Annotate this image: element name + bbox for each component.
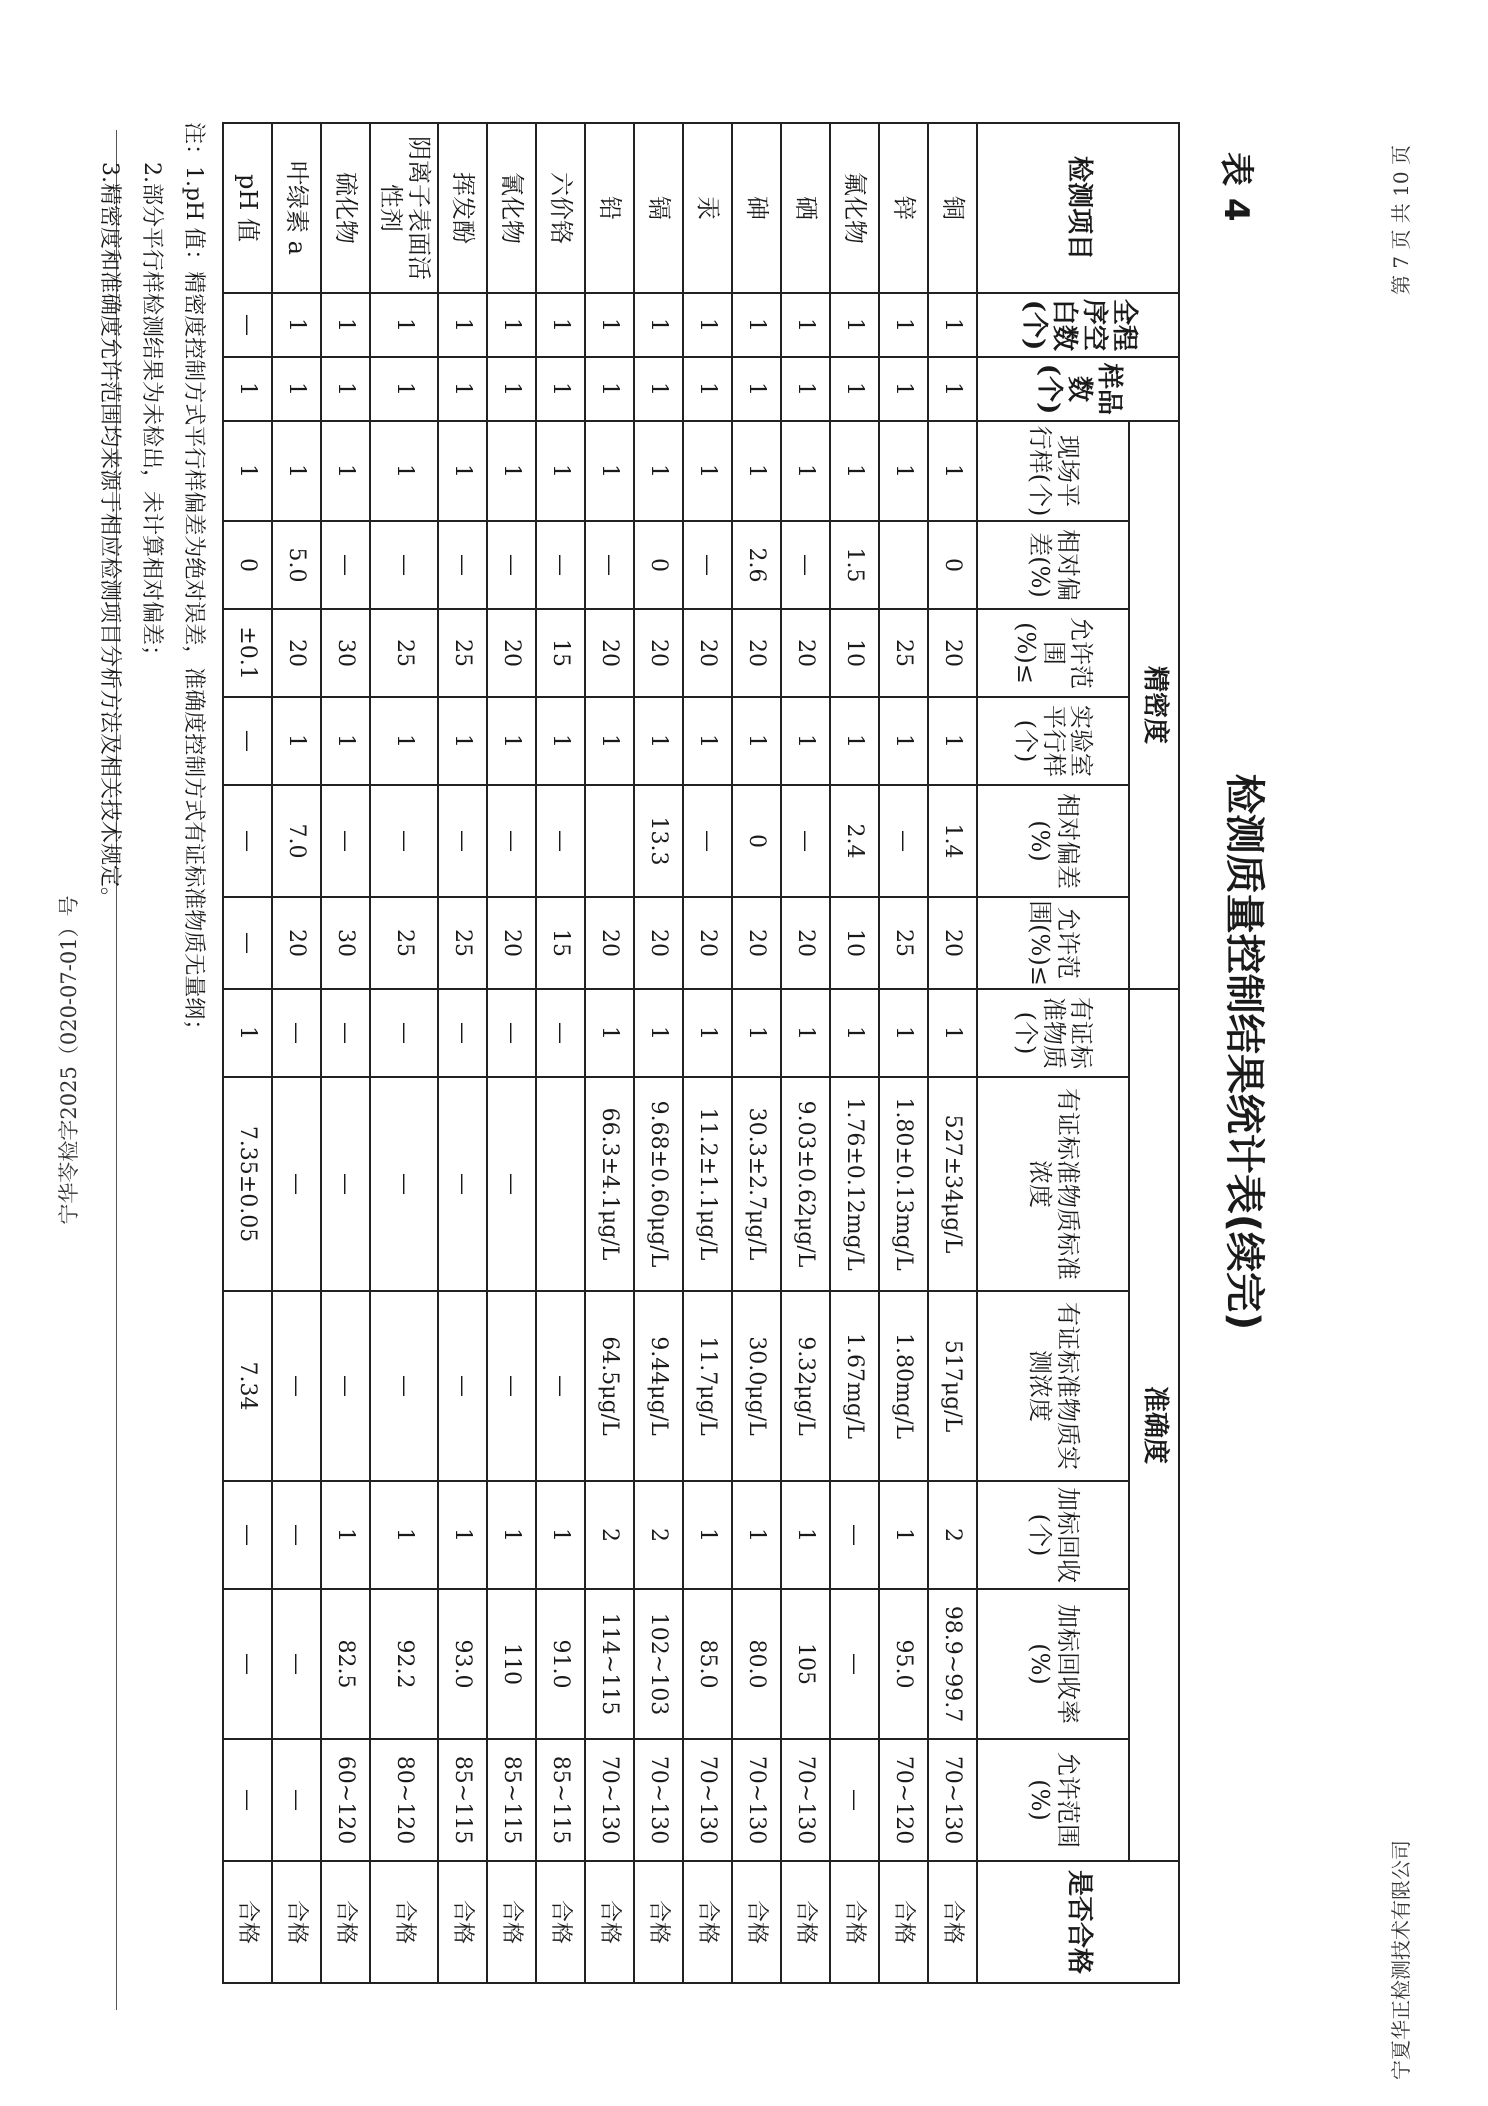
table-row (223, 123, 272, 1983)
table-cell: — (438, 521, 487, 609)
col-field-rel-dev: 相对偏差(%) (977, 521, 1129, 609)
table-cell: 1 (536, 293, 585, 357)
table-cell: 1 (370, 357, 438, 421)
table-cell: 25 (370, 897, 438, 989)
table-cell: 合格 (272, 1861, 321, 1983)
table-cell: 合格 (536, 1861, 585, 1983)
table-cell: 20 (272, 609, 321, 697)
table-cell: 10 (830, 897, 879, 989)
table-cell: 70~120 (879, 1739, 928, 1861)
table-cell: 1 (928, 293, 977, 357)
table-cell: — (272, 1589, 321, 1739)
table-cell: 20 (683, 897, 732, 989)
table-cell: 1 (781, 293, 830, 357)
table-cell: 1 (781, 357, 830, 421)
table-cell: 1 (683, 697, 732, 785)
table-cell: 64.5μg/L (585, 1291, 634, 1481)
table-row (536, 123, 585, 1983)
table-cell: 1 (370, 697, 438, 785)
table-cell (879, 521, 928, 609)
table-cell: 1 (487, 697, 536, 785)
table-cell: 1 (223, 989, 272, 1077)
table-cell: — (370, 989, 438, 1077)
table-cell: 1 (928, 357, 977, 421)
table-cell: 20 (732, 897, 781, 989)
table-cell: 1 (585, 293, 634, 357)
row-item-name: 砷 (732, 123, 781, 293)
table-cell: 15 (536, 609, 585, 697)
row-item-name: 硒 (781, 123, 830, 293)
table-cell: 85.0 (683, 1589, 732, 1739)
table-cell: 1 (585, 421, 634, 521)
table-cell: 1 (321, 421, 370, 521)
table-cell: 0 (223, 521, 272, 609)
table-cell: 9.68±0.60μg/L (634, 1077, 683, 1291)
table-cell: 15 (536, 897, 585, 989)
table-cell: 2.4 (830, 785, 879, 897)
table-cell: — (487, 785, 536, 897)
page-number: 第 7 页 共 10 页 (1389, 145, 1413, 295)
table-cell: 80.0 (732, 1589, 781, 1739)
table-cell: — (487, 1291, 536, 1481)
table-cell: 1 (272, 697, 321, 785)
table-cell: 1 (634, 989, 683, 1077)
table-cell: 1 (321, 357, 370, 421)
row-item-name: 铜 (928, 123, 977, 293)
table-cell: 1 (585, 697, 634, 785)
table-cell: 60~120 (321, 1739, 370, 1861)
table-cell: 合格 (438, 1861, 487, 1983)
table-cell: 1 (585, 989, 634, 1077)
notes (88, 122, 214, 1992)
table-cell: 70~130 (928, 1739, 977, 1861)
table-cell: 1 (928, 697, 977, 785)
rotated-table-block (97, 112, 1300, 1992)
table-cell: 1.67mg/L (830, 1291, 879, 1481)
table-cell: — (370, 785, 438, 897)
table-cell: 1 (634, 421, 683, 521)
table-cell: — (272, 989, 321, 1077)
table-cell: 82.5 (321, 1589, 370, 1739)
table-cell: 20 (732, 609, 781, 697)
table-cell: 合格 (634, 1861, 683, 1983)
table-cell: 20 (928, 609, 977, 697)
table-cell: 1 (438, 1481, 487, 1589)
table-cell: 1 (634, 697, 683, 785)
table-cell: 1 (732, 989, 781, 1077)
table-cell: 110 (487, 1589, 536, 1739)
table-cell: — (370, 1077, 438, 1291)
table-cell: 合格 (683, 1861, 732, 1983)
table-number: 表 4 (1216, 152, 1256, 222)
table-cell: — (370, 521, 438, 609)
table-cell: 1 (732, 357, 781, 421)
table-cell: 1 (438, 293, 487, 357)
table-cell: — (223, 1739, 272, 1861)
table-cell: — (781, 521, 830, 609)
table-cell: — (585, 521, 634, 609)
row-item-name: 叶绿素 a (272, 123, 321, 293)
table-cell: 20 (634, 609, 683, 697)
table-cell: 1 (683, 1481, 732, 1589)
table-cell: 5.0 (272, 521, 321, 609)
col-qualified: 是否合格 (977, 1861, 1179, 1983)
table-cell: 80~120 (370, 1739, 438, 1861)
table-cell: 合格 (879, 1861, 928, 1983)
table-cell: — (438, 785, 487, 897)
table-cell: 25 (438, 609, 487, 697)
table-cell: 0 (928, 521, 977, 609)
table-cell: — (272, 1291, 321, 1481)
table-cell: 1 (683, 989, 732, 1077)
table-cell: 70~130 (585, 1739, 634, 1861)
table-cell: — (321, 1077, 370, 1291)
table-row (830, 123, 879, 1983)
table-row (732, 123, 781, 1983)
note-2: 2.部分平行样检测结果为未检出，未计算相对偏差； (139, 162, 164, 667)
table-cell: 1 (370, 421, 438, 521)
table-cell: 1 (830, 357, 879, 421)
table-cell: 20 (272, 897, 321, 989)
table-cell: 1 (732, 421, 781, 521)
table-row (438, 123, 487, 1983)
col-crm-measured: 有证标准物质实测浓度 (977, 1291, 1129, 1481)
table-cell: 30 (321, 609, 370, 697)
table-cell: 1 (585, 357, 634, 421)
table-cell: 1 (879, 293, 928, 357)
table-cell: 1 (781, 1481, 830, 1589)
col-field-parallel: 现场平行样(个) (977, 421, 1129, 521)
table-cell: 1 (536, 357, 585, 421)
row-item-name: 硫化物 (321, 123, 370, 293)
table-cell: 1 (223, 357, 272, 421)
table-cell: 11.7μg/L (683, 1291, 732, 1481)
table-cell: — (321, 521, 370, 609)
table-cell: — (487, 989, 536, 1077)
row-item-name: 锌 (879, 123, 928, 293)
table-cell (536, 1077, 585, 1291)
table-cell: 2 (585, 1481, 634, 1589)
row-item-name: 镉 (634, 123, 683, 293)
table-cell: 1 (487, 421, 536, 521)
table-row (585, 123, 634, 1983)
table-cell: 1.80mg/L (879, 1291, 928, 1481)
table-cell: 1 (830, 293, 879, 357)
table-cell: 1 (634, 357, 683, 421)
table-cell: 1 (321, 697, 370, 785)
row-item-name: 氰化物 (487, 123, 536, 293)
table-cell: 70~130 (732, 1739, 781, 1861)
table-cell: 1 (830, 989, 879, 1077)
table-cell: 25 (438, 897, 487, 989)
table-row (879, 123, 928, 1983)
table-cell: 合格 (928, 1861, 977, 1983)
table-cell: 105 (781, 1589, 830, 1739)
table-cell: 20 (585, 897, 634, 989)
table-cell: 20 (683, 609, 732, 697)
table-cell: 1 (487, 1481, 536, 1589)
table-cell: 1 (781, 421, 830, 521)
table-cell: 9.32μg/L (781, 1291, 830, 1481)
table-cell: — (321, 989, 370, 1077)
table-cell: 1 (536, 421, 585, 521)
table-cell: — (223, 1589, 272, 1739)
row-item-name: 阴离子表面活性剂 (370, 123, 438, 293)
table-cell: 25 (879, 609, 928, 697)
table-cell: 70~130 (683, 1739, 732, 1861)
table-cell: 20 (928, 897, 977, 989)
table-cell: 20 (781, 897, 830, 989)
col-field-allow: 允许范围(%)≤ (977, 609, 1129, 697)
table-cell: 25 (370, 609, 438, 697)
col-sample-count: 样品数(个) (977, 357, 1179, 421)
table-cell: — (223, 697, 272, 785)
table-cell: 95.0 (879, 1589, 928, 1739)
table-row (370, 123, 438, 1983)
table-cell: — (683, 521, 732, 609)
table-cell: 30.0μg/L (732, 1291, 781, 1481)
table-cell: 1 (928, 989, 977, 1077)
table-cell: 1 (781, 989, 830, 1077)
table-cell: 20 (487, 897, 536, 989)
table-row (634, 123, 683, 1983)
table-cell: 102~103 (634, 1589, 683, 1739)
note-3: 3.精密度和准确度允许范围均来源于相应检测项目分析方法及相关技术规定。 (97, 162, 122, 909)
table-cell: — (781, 785, 830, 897)
row-item-name: 挥发酚 (438, 123, 487, 293)
row-item-name: 汞 (683, 123, 732, 293)
table-cell: 527±34μg/L (928, 1077, 977, 1291)
table-cell: 1 (879, 1481, 928, 1589)
table-cell: 1 (223, 421, 272, 521)
table-cell: 91.0 (536, 1589, 585, 1739)
table-cell: ±0.1 (223, 609, 272, 697)
table-cell: 合格 (585, 1861, 634, 1983)
table-cell: 1 (683, 421, 732, 521)
table-cell: 1 (830, 421, 879, 521)
table-cell: 2.6 (732, 521, 781, 609)
table-cell: — (272, 1077, 321, 1291)
table-cell: 1 (634, 293, 683, 357)
table-cell: 92.2 (370, 1589, 438, 1739)
table-cell: 1.5 (830, 521, 879, 609)
table-cell: 7.34 (223, 1291, 272, 1481)
table-cell: 11.2±1.1μg/L (683, 1077, 732, 1291)
table-cell: 20 (585, 609, 634, 697)
table-cell (585, 785, 634, 897)
table-cell: 1 (830, 697, 879, 785)
table-cell: 20 (781, 609, 830, 697)
table-cell: 1 (321, 293, 370, 357)
table-cell: — (683, 785, 732, 897)
table-cell: 114~115 (585, 1589, 634, 1739)
table-cell: — (223, 1481, 272, 1589)
table-cell: 1 (487, 357, 536, 421)
table-cell: 1 (321, 1481, 370, 1589)
table-cell: 1 (272, 293, 321, 357)
table-cell: 98.9~99.7 (928, 1589, 977, 1739)
table-cell: 2 (634, 1481, 683, 1589)
table-cell: 25 (879, 897, 928, 989)
table-cell: 1 (272, 421, 321, 521)
table-cell: — (536, 785, 585, 897)
col-lab-allow: 允许范围(%)≤ (977, 897, 1129, 989)
table-row (683, 123, 732, 1983)
table-row (321, 123, 370, 1983)
table-cell: 1 (732, 1481, 781, 1589)
table-body (223, 123, 977, 1983)
col-blank: 全程序空白数(个) (977, 293, 1179, 357)
table-row (487, 123, 536, 1983)
table-cell: 1 (438, 697, 487, 785)
table-cell: 13.3 (634, 785, 683, 897)
table-cell: — (879, 785, 928, 897)
table-cell: — (536, 521, 585, 609)
table-cell: — (223, 293, 272, 357)
table-cell: — (830, 1589, 879, 1739)
table-row (272, 123, 321, 1983)
table-cell: 合格 (223, 1861, 272, 1983)
table-cell: 7.0 (272, 785, 321, 897)
table-cell: 1 (732, 293, 781, 357)
table-cell: 30 (321, 897, 370, 989)
table-row (928, 123, 977, 1983)
group-accuracy: 准确度 (1129, 989, 1179, 1861)
note-1: 注：1.pH 值：精密度控制方式平行样偏差为绝对误差，准确度控制方式有证标准物质无量纲； (181, 122, 206, 1042)
table-cell: — (438, 1077, 487, 1291)
table-cell: 合格 (781, 1861, 830, 1983)
table-cell: 合格 (370, 1861, 438, 1983)
table-cell: 1 (536, 697, 585, 785)
table-cell: 10 (830, 609, 879, 697)
col-spike-recovery: 加标回收率(%) (977, 1589, 1129, 1739)
document-number: 宁华苓检字2025（020-07-01）号 (57, 895, 81, 1225)
table-cell: 0 (732, 785, 781, 897)
table-row (781, 123, 830, 1983)
col-spike-allow: 允许范围(%) (977, 1739, 1129, 1861)
table-cell: — (536, 989, 585, 1077)
table-title: 检测质量控制结果统计表(续完) (1221, 773, 1267, 1331)
table-cell: 1 (928, 421, 977, 521)
table-cell: 1 (438, 421, 487, 521)
row-item-name: 氟化物 (830, 123, 879, 293)
table-cell: — (830, 1739, 879, 1861)
col-crm-standard: 有证标准物质标准浓度 (977, 1077, 1129, 1291)
table-cell: 9.44μg/L (634, 1291, 683, 1481)
table-cell: 517μg/L (928, 1291, 977, 1481)
table-cell: 30.3±2.7μg/L (732, 1077, 781, 1291)
table-cell: — (487, 1077, 536, 1291)
row-item-name: pH 值 (223, 123, 272, 293)
table-cell: 1 (370, 1481, 438, 1589)
table-cell: — (272, 1739, 321, 1861)
table-cell: — (438, 1291, 487, 1481)
table-cell: 合格 (321, 1861, 370, 1983)
col-lab-rel-dev: 相对偏差(%) (977, 785, 1129, 897)
table-cell: 合格 (830, 1861, 879, 1983)
table-cell: 1 (370, 293, 438, 357)
col-spike-count: 加标回收(个) (977, 1481, 1129, 1589)
table-cell: 1.80±0.13mg/L (879, 1077, 928, 1291)
table-cell: 1 (272, 357, 321, 421)
table-cell: — (536, 1291, 585, 1481)
table-cell: — (487, 521, 536, 609)
table-cell: 93.0 (438, 1589, 487, 1739)
table-cell: 1 (487, 293, 536, 357)
row-item-name: 铅 (585, 123, 634, 293)
table-cell: 85~115 (487, 1739, 536, 1861)
table-cell: — (223, 785, 272, 897)
table-cell: 2 (928, 1481, 977, 1589)
table-cell: 66.3±4.1μg/L (585, 1077, 634, 1291)
col-lab-parallel: 实验室平行样(个) (977, 697, 1129, 785)
table-cell: 1 (879, 989, 928, 1077)
table-cell: 1 (781, 697, 830, 785)
table-cell: 70~130 (781, 1739, 830, 1861)
table-cell: 1 (683, 293, 732, 357)
table-cell: 1.76±0.12mg/L (830, 1077, 879, 1291)
col-crm-count: 有证标准物质(个) (977, 989, 1129, 1077)
table-cell: 1 (879, 421, 928, 521)
table-cell: 7.35±0.05 (223, 1077, 272, 1291)
table-cell: — (830, 1481, 879, 1589)
table-cell: 1 (536, 1481, 585, 1589)
company-name: 宁夏华正检测技术有限公司 (1389, 1840, 1413, 2080)
table-cell: 0 (634, 521, 683, 609)
qc-statistics-table (222, 122, 1180, 1984)
table-cell: 合格 (732, 1861, 781, 1983)
table-cell: 1 (438, 357, 487, 421)
table-cell: 1.4 (928, 785, 977, 897)
table-cell: 70~130 (634, 1739, 683, 1861)
col-item: 检测项目 (977, 123, 1179, 293)
table-cell: 85~115 (438, 1739, 487, 1861)
table-cell: 1 (732, 697, 781, 785)
row-item-name: 六价铬 (536, 123, 585, 293)
table-cell: 85~115 (536, 1739, 585, 1861)
title-row (1180, 112, 1300, 1992)
table-cell: 20 (634, 897, 683, 989)
table-cell: 1 (879, 697, 928, 785)
table-cell: — (223, 897, 272, 989)
table-cell: 9.03±0.62μg/L (781, 1077, 830, 1291)
table-cell: — (438, 989, 487, 1077)
table-cell: 合格 (487, 1861, 536, 1983)
table-cell: — (321, 1291, 370, 1481)
table-cell: 20 (487, 609, 536, 697)
table-cell: 1 (683, 357, 732, 421)
table-cell: — (272, 1481, 321, 1589)
table-cell: 1 (879, 357, 928, 421)
group-precision: 精密度 (1129, 421, 1179, 989)
table-cell: — (370, 1291, 438, 1481)
table-cell: — (321, 785, 370, 897)
